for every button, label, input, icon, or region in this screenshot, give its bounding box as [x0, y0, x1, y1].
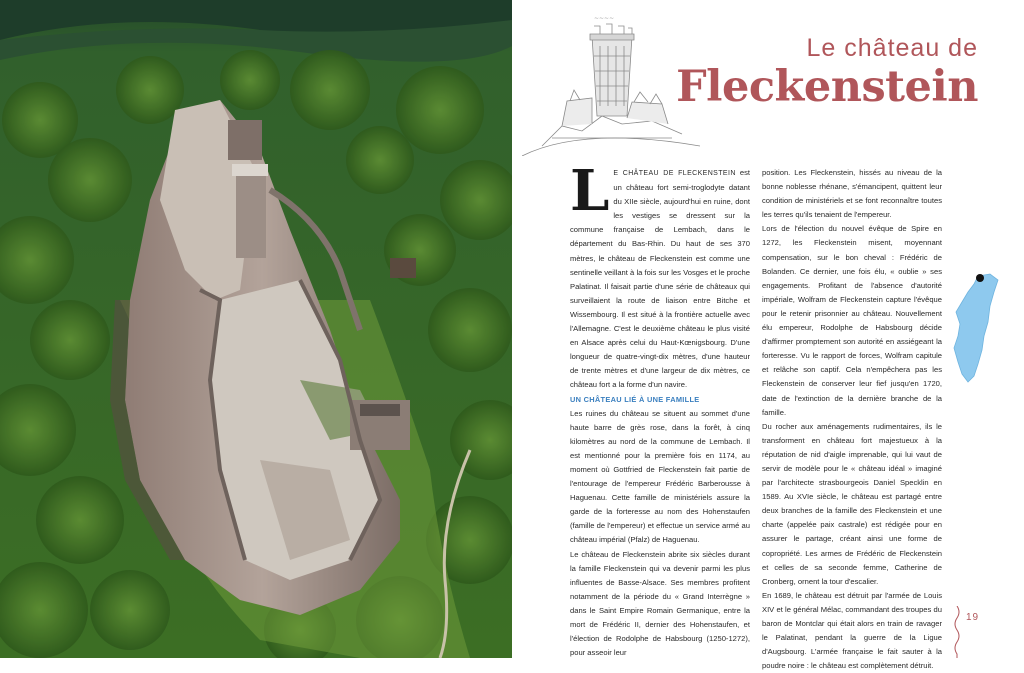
page-number: 19 [966, 612, 980, 623]
col2-paragraph-2: Lors de l'élection du nouvel évêque de Spire en 1272, les Fleckenstein misent, moyennant compensation, sur le bon cheval : Frédéric de Bolanden. Ce dernier, une fois élu, « oublie » ses engagements. Profitant de l'absence d'autorité impériale, Wolfram de Fleckenstein capture l'évêque pour le retenir prisonnier au château. Nouvellement élu empereur, Rodolphe de Habsbourg décide d'affirmer promptement son autorité en assiégeant la forteresse. Vu le rapport de forces, Wolfram capitule et relâche son captif. Cela n'empêchera pas les Fleckenstein de conserver leur fief jusqu'en 1720, date de l'extinction de la dernière branche de la famille. [762, 224, 942, 417]
col2-paragraph-3: Du rocher aux aménagements rudimentaires, ils le transforment en château fort majestueux à la réputation de nid d'aigle imprenable, qui lui vaut de servir de modèle pour le « château idéal » imaginé par l'architecte strasbourgeois Daniel Specklin en 1589. Au XVIe siècle, le château est partagé entre deux branches de la famille des Fleckenstein et une charte (appelée paix castrale) est rédigée pour en assurer le partage, créant ainsi une forme de copropriété. Les armes de Frédéric de Fleckenstein et celles de sa seconde femme, Catherine de Cronberg, ornent la tour d'escalier. [762, 421, 942, 586]
alsace-map [938, 266, 1002, 386]
title-line-1: Le château de [806, 34, 978, 62]
col2-paragraph-4: En 1689, le château est détruit par l'armée de Louis XIV et le général Mélac, commandant des troupes du baron de Montclar qui était alors en train de ravager le Palatinat, pendant la guerre de la Ligue d'Augsbourg. L'armée française le fait sauter à la poudre noire : le château est complètement détruit. [762, 590, 942, 671]
paragraph-3: Le château de Fleckenstein abrite six siècles durant la famille Fleckenstein qui va devenir parmi les plus influentes de Basse-Alsace. Ses membres profitent notamment de la période du « Grand Interrègne » dans le Saint Empire Romain Germanique, entre la mort de Frédéric II, dernier des Hohenstaufen, et l'élection de Rodolphe de Habsbourg (1250-1272), pour asseoir leur [570, 549, 750, 658]
location-marker [976, 274, 984, 282]
decorative-squiggle [952, 606, 962, 658]
castle-sketch-illustration [522, 6, 700, 156]
title-line-2: Fleckenstein [676, 62, 978, 112]
intro-paragraph [570, 158, 751, 393]
aerial-castle-photo [0, 0, 512, 658]
paragraph-2: Les ruines du château se situent au sommet d'une haute barre de grès rose, dans la forêt, à cinq kilomètres au nord de la commune de Lembach. Il est mentionné pour la première fois en 1174, au moment où Gottfried de Fleckenstein fait partie de l'entourage de l'empereur Frédéric Barberousse à Haguenau. Cette famille de ministériels assure la garde de la forteresse au nom des Hohenstaufen (famille de l'empereur) et effectue un service armé au château impérial (Pfalz) de Haguenau. [570, 408, 750, 545]
svg-text:~~~~: ~~~~ [594, 15, 615, 22]
intro-text: est un château fort semi-troglodyte datant du XIIe siècle, aujourd'hui en ruine, dont les vestiges se dressent sur la commune française de Lembach, dans le département du Bas-Rhin. Du haut de ses 370 mètres, le château de Fleckenstein est comme une sentinelle veillant à la fois sur les Vosges et le proche Palatinat. Il faisait partie d'une série de châteaux qui surveillaient la route de liaison entre Bitche et Wissembourg. Il est situé à la frontière actuelle avec l'Allemagne. C'est le deuxième château le plus visité en Alsace après celui du Haut-Kœnigsbourg. D'une longueur de quatre-vingt-dix mètres, d'une hauteur de trente mètres et d'une largeur de dix mètres, ce château fort a la forme d'un navire. [570, 168, 751, 390]
drop-cap: L [570, 158, 610, 224]
text-column-1 [570, 158, 751, 660]
col2-paragraph-1: position. Les Fleckenstein, hissés au niveau de la bonne noblesse rhénane, s'émancipent, quittent leur condition de ministériels et se font reconnaître toutes les terres qu'ils tenaient de l'empereur. [762, 168, 942, 220]
text-column-2 [762, 166, 942, 673]
section-subhead: UN CHÂTEAU LIÉ À UNE FAMILLE [570, 394, 700, 404]
text-page [512, 0, 1024, 671]
intro-smallcaps: E CHÂTEAU DE FLECKENSTEIN [613, 170, 736, 177]
